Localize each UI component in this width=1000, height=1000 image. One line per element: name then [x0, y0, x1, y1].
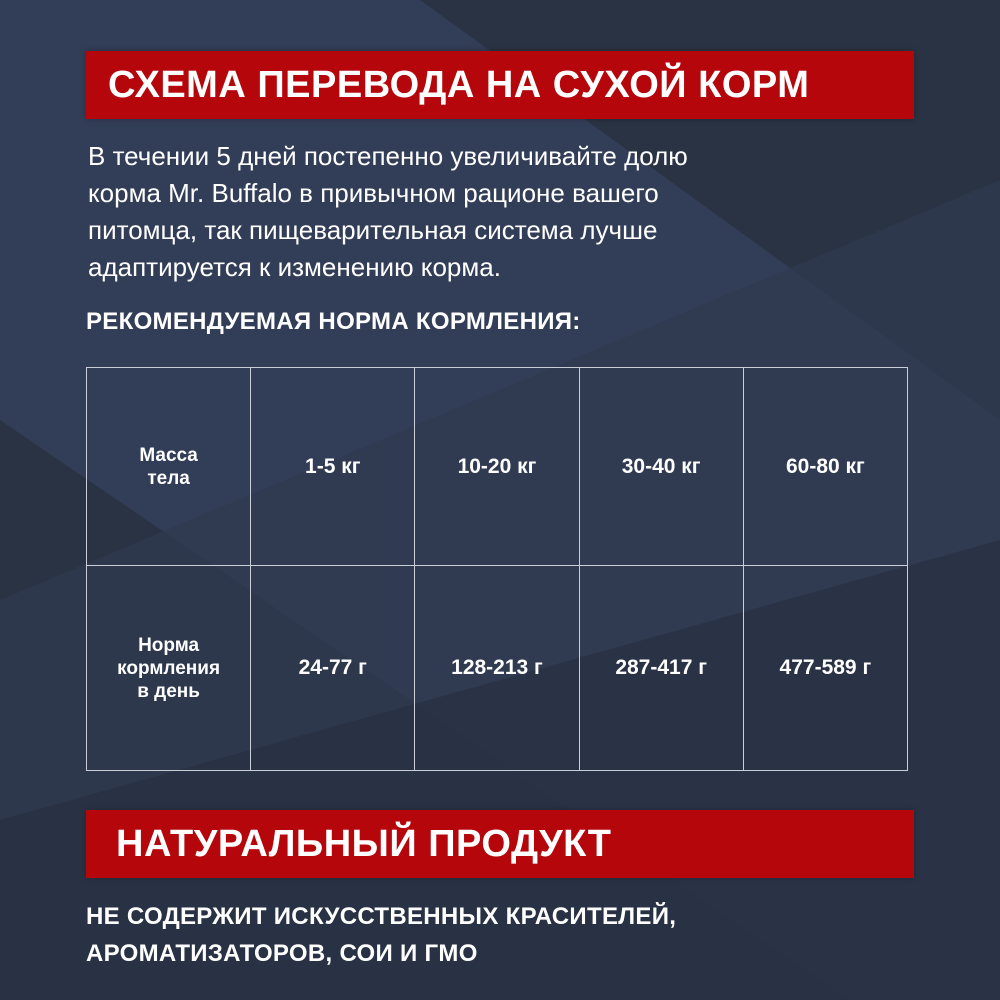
table-cell: 10-20 кг [415, 368, 579, 566]
table-cell: 24-77 г [251, 566, 415, 771]
table-cell: 128-213 г [415, 566, 579, 771]
natural-product-banner [86, 810, 914, 878]
no-additives-text [86, 898, 676, 972]
scheme-banner-title: СХЕМА ПЕРЕВОДА НА СУХОЙ КОРМ [108, 64, 810, 106]
table-cell: 30-40 кг [579, 368, 743, 566]
row-label-daily-norm: Норма кормления в день [87, 566, 251, 771]
feeding-norm-heading: РЕКОМЕНДУЕМАЯ НОРМА КОРМЛЕНИЯ: [86, 308, 581, 335]
row-label-weight: Масса тела [87, 368, 251, 566]
table-cell: 60-80 кг [743, 368, 907, 566]
table-cell: 287-417 г [579, 566, 743, 771]
intro-line: питомца, так пищеварительная система лучше [88, 215, 658, 245]
intro-line: В течении 5 дней постепенно увеличивайте долю [88, 141, 688, 171]
table-row-daily-norm [87, 566, 908, 771]
table-cell: 1-5 кг [251, 368, 415, 566]
intro-paragraph [88, 138, 918, 286]
bottom-line: НЕ СОДЕРЖИТ ИСКУССТВЕННЫХ КРАСИТЕЛЕЙ, [86, 903, 677, 930]
feeding-table [86, 367, 908, 771]
natural-product-banner-title: НАТУРАЛЬНЫЙ ПРОДУКТ [116, 823, 612, 865]
scheme-banner [86, 51, 914, 119]
intro-line: адаптируется к изменению корма. [88, 252, 501, 282]
intro-line: корма Mr. Buffalo в привычном рационе вашего [88, 178, 659, 208]
table-row-weight [87, 368, 908, 566]
bottom-line: АРОМАТИЗАТОРОВ, СОИ И ГМО [86, 940, 478, 967]
table-cell: 477-589 г [743, 566, 907, 771]
